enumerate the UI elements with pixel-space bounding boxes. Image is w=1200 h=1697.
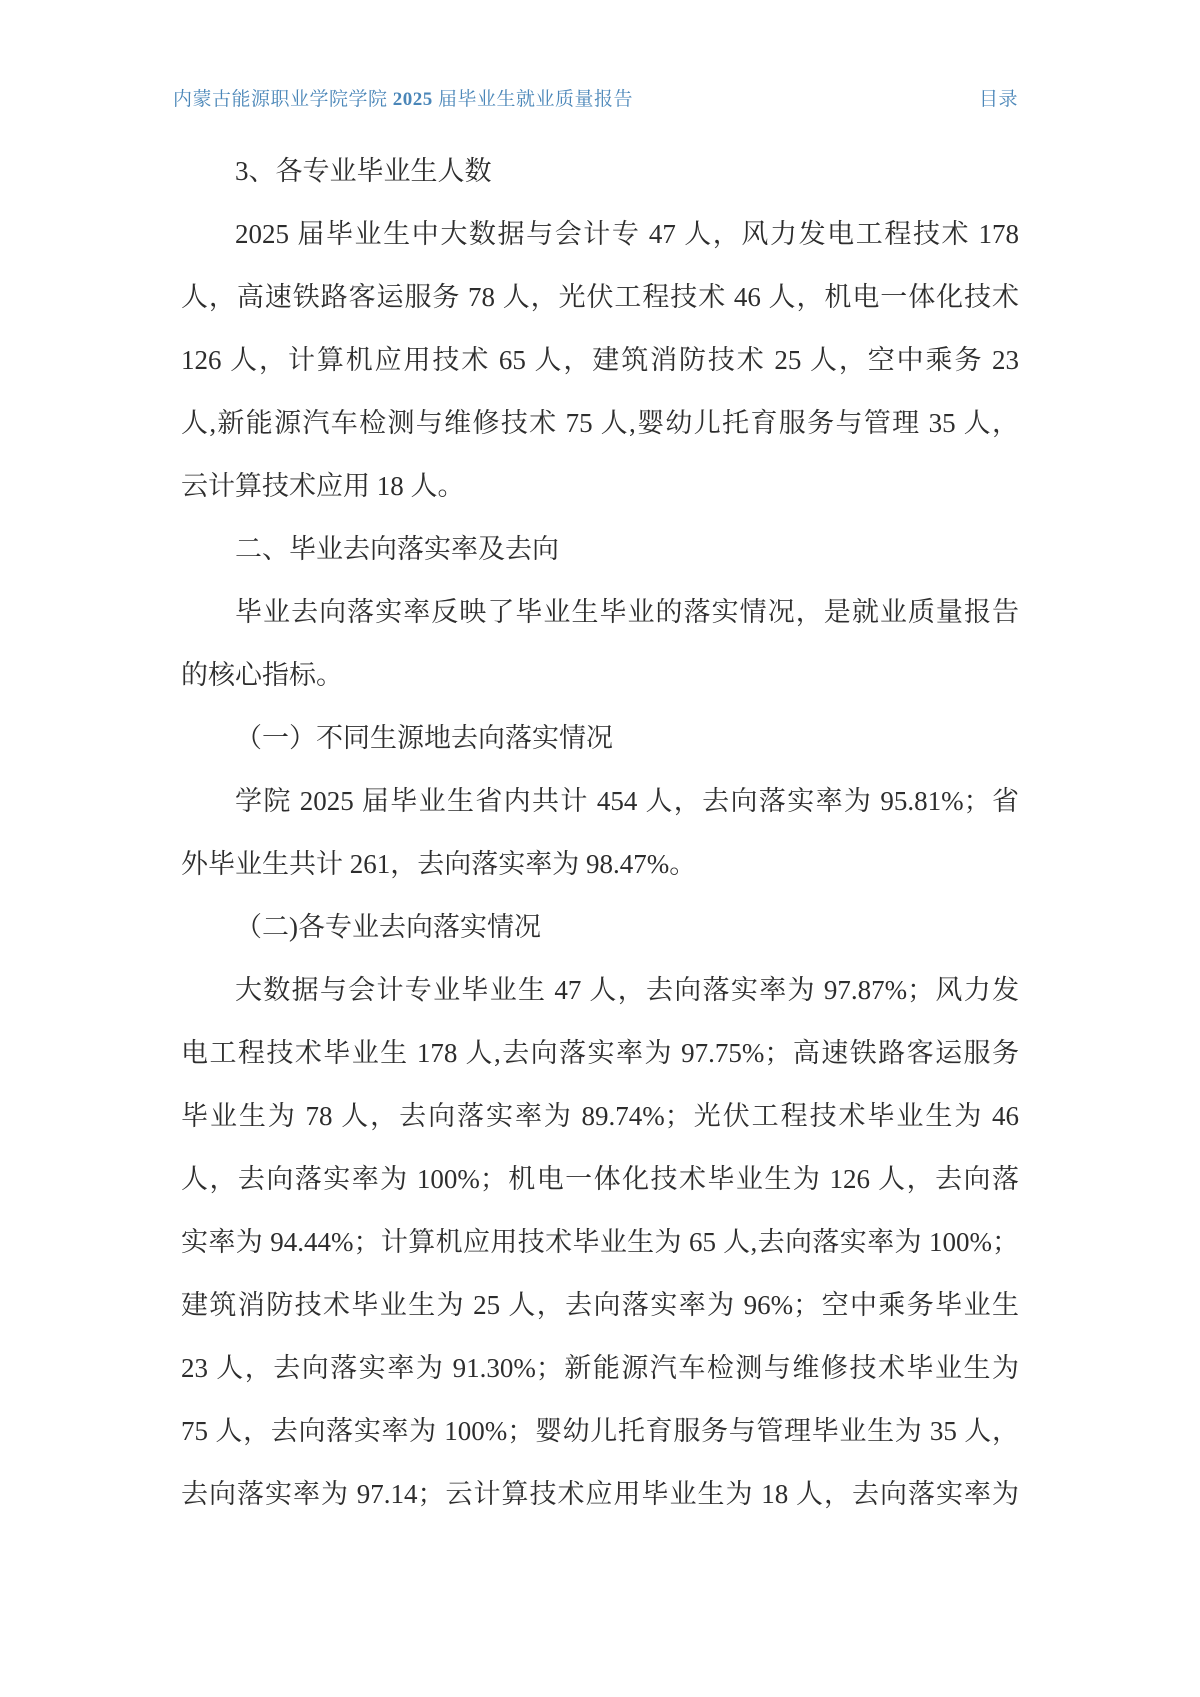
text-line: 实率为 94.44%；计算机应用技术毕业生为 65 人,去向落实率为 100%； bbox=[181, 1227, 1019, 1257]
text-line: 人，高速铁路客运服务 78 人，光伏工程技术 46 人，机电一体化技术 bbox=[181, 282, 1019, 312]
text-line: 云计算技术应用 18 人。 bbox=[181, 471, 465, 501]
text-line: 3、各专业毕业生人数 bbox=[235, 156, 492, 186]
header-title-prefix: 内蒙古能源职业学院学院 bbox=[173, 89, 393, 110]
text-line: 2025 届毕业生中大数据与会计专 47 人，风力发电工程技术 178 bbox=[235, 219, 1019, 249]
text-line: 23 人，去向落实率为 91.30%；新能源汽车检测与维修技术毕业生为 bbox=[181, 1353, 1019, 1383]
text-line: 电工程技术毕业生 178 人,去向落实率为 97.75%；高速铁路客运服务 bbox=[181, 1038, 1019, 1068]
header-title-year: 2025 bbox=[392, 89, 433, 110]
text-line: （一）不同生源地去向落实情况 bbox=[235, 723, 613, 753]
page-header bbox=[173, 84, 1018, 111]
header-toc-label: 目录 bbox=[978, 89, 1018, 110]
text-line: 二、毕业去向落实率及去向 bbox=[235, 534, 559, 564]
header-title-suffix: 届毕业生就业质量报告 bbox=[432, 89, 634, 110]
text-line: 126 人，计算机应用技术 65 人，建筑消防技术 25 人，空中乘务 23 bbox=[181, 345, 1019, 375]
text-line: 人,新能源汽车检测与维修技术 75 人,婴幼儿托育服务与管理 35 人， bbox=[181, 408, 1019, 438]
text-line: 建筑消防技术毕业生为 25 人，去向落实率为 96%；空中乘务毕业生 bbox=[181, 1290, 1019, 1320]
header-title bbox=[173, 84, 633, 111]
text-line: 学院 2025 届毕业生省内共计 454 人，去向落实率为 95.81%；省 bbox=[235, 786, 1019, 816]
text-line: （二)各专业去向落实情况 bbox=[235, 912, 541, 942]
text-line: 外毕业生共计 261，去向落实率为 98.47%。 bbox=[181, 849, 697, 879]
text-line: 毕业去向落实率反映了毕业生毕业的落实情况，是就业质量报告 bbox=[235, 597, 1019, 627]
text-line: 大数据与会计专业毕业生 47 人，去向落实率为 97.87%；风力发 bbox=[235, 975, 1019, 1005]
text-line: 75 人，去向落实率为 100%；婴幼儿托育服务与管理毕业生为 35 人， bbox=[181, 1416, 1019, 1446]
text-line: 的核心指标。 bbox=[181, 660, 343, 690]
document-text-block bbox=[181, 140, 1019, 1526]
text-line: 人，去向落实率为 100%；机电一体化技术毕业生为 126 人，去向落 bbox=[181, 1164, 1019, 1194]
text-line: 去向落实率为 97.14；云计算技术应用毕业生为 18 人，去向落实率为 bbox=[181, 1479, 1019, 1509]
text-line: 毕业生为 78 人，去向落实率为 89.74%；光伏工程技术毕业生为 46 bbox=[181, 1101, 1019, 1131]
